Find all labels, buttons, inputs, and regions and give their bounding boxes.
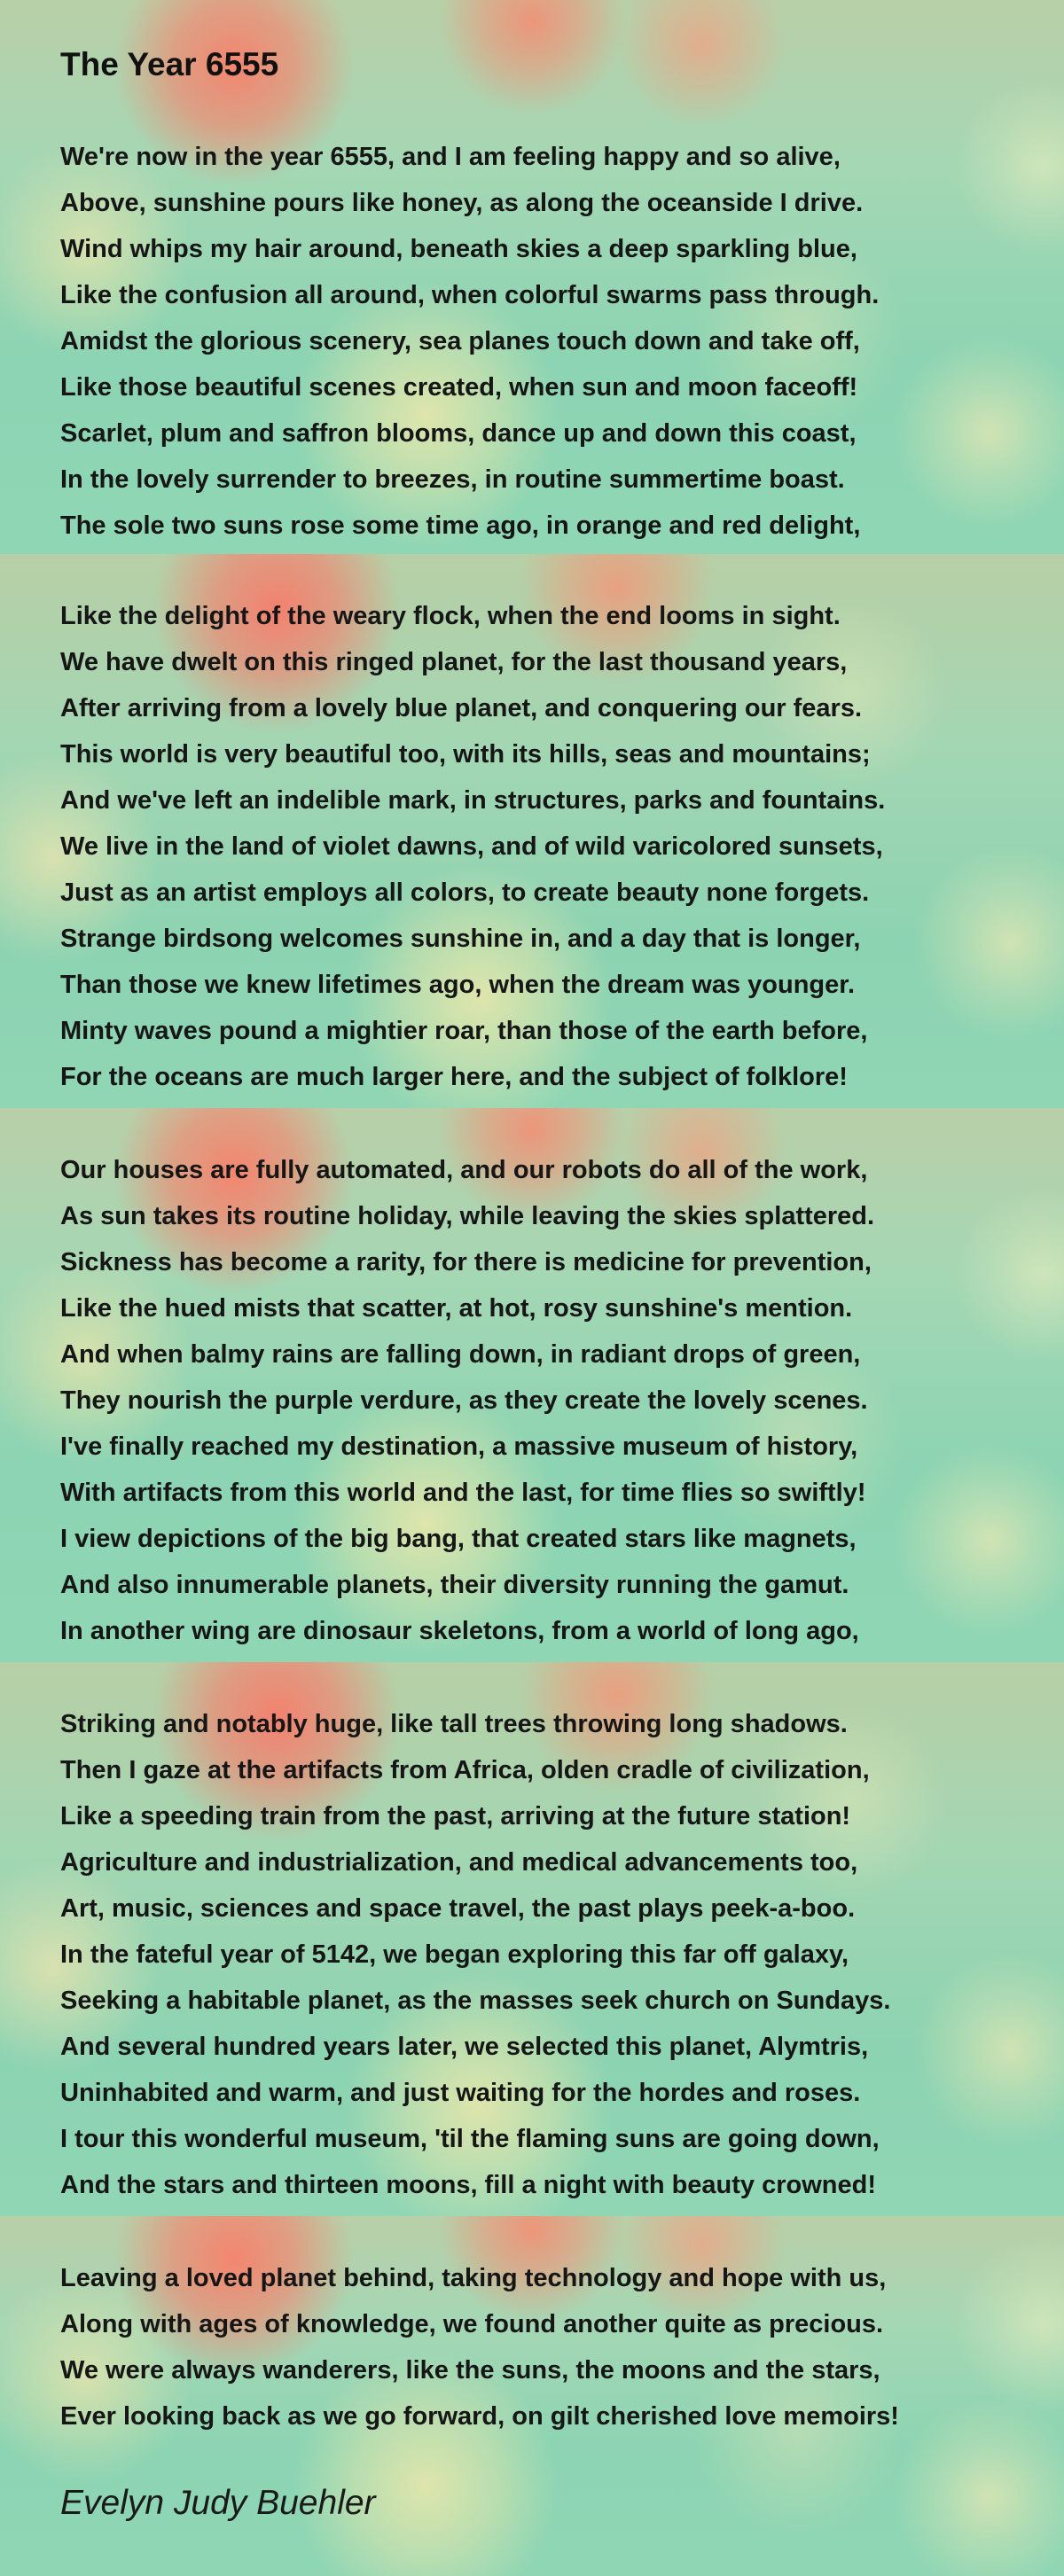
poem-line: We're now in the year 6555, and I am feeling happy and so alive, bbox=[60, 143, 841, 171]
stanza-5 bbox=[60, 2255, 899, 2439]
poem-line: Then I gaze at the artifacts from Africa, olden cradle of civilization, bbox=[60, 1756, 870, 1784]
poem-line: In the fateful year of 5142, we began exploring this far off galaxy, bbox=[60, 1940, 849, 1969]
poem-line: Like the delight of the weary flock, when the end looms in sight. bbox=[60, 602, 841, 630]
poem-line: And also innumerable planets, their diversity running the gamut. bbox=[60, 1571, 849, 1599]
poem-line: With artifacts from this world and the last, for time flies so swiftly! bbox=[60, 1479, 866, 1507]
poem-line: Along with ages of knowledge, we found another quite as precious. bbox=[60, 2310, 884, 2338]
poem-line: After arriving from a lovely blue planet, and conquering our fears. bbox=[60, 694, 863, 722]
poem-panel-2 bbox=[0, 554, 1064, 1108]
poem-line: Seeking a habitable planet, as the masses seek church on Sundays. bbox=[60, 1987, 891, 2015]
poem-panel-3 bbox=[0, 1108, 1064, 1662]
poem-line: We were always wanderers, like the suns, the moons and the stars, bbox=[60, 2356, 880, 2385]
poem-line: Scarlet, plum and saffron blooms, dance up and down this coast, bbox=[60, 419, 857, 448]
poem-line: Ever looking back as we go forward, on gilt cherished love memoirs! bbox=[60, 2402, 899, 2431]
poem-panel-1 bbox=[0, 0, 1064, 554]
poem-line: I view depictions of the big bang, that created stars like magnets, bbox=[60, 1525, 857, 1553]
poem-line: Just as an artist employs all colors, to create beauty none forgets. bbox=[60, 878, 870, 907]
poem-line: Uninhabited and warm, and just waiting for the hordes and roses. bbox=[60, 2079, 861, 2107]
poem-panel-4 bbox=[0, 1662, 1064, 2216]
poem-line: Agriculture and industrialization, and medical advancements too, bbox=[60, 1848, 858, 1877]
poem-line: Like a speeding train from the past, arriving at the future station! bbox=[60, 1802, 851, 1831]
poem-line: And we've left an indelible mark, in structures, parks and fountains. bbox=[60, 786, 886, 815]
stanza-3 bbox=[60, 1147, 874, 1654]
stanza-2 bbox=[60, 593, 885, 1100]
poem-line: They nourish the purple verdure, as they create the lovely scenes. bbox=[60, 1386, 868, 1415]
poem-line: Like the confusion all around, when colorful swarms pass through. bbox=[60, 281, 880, 309]
poem-line: And when balmy rains are falling down, in radiant drops of green, bbox=[60, 1340, 861, 1369]
poem-line: We live in the land of violet dawns, and of wild varicolored sunsets, bbox=[60, 832, 883, 861]
poem-line: And several hundred years later, we selected this planet, Alymtris, bbox=[60, 2033, 869, 2061]
poem-line: In another wing are dinosaur skeletons, from a world of long ago, bbox=[60, 1617, 859, 1645]
poem-line: The sole two suns rose some time ago, in orange and red delight, bbox=[60, 511, 861, 540]
stanza-4 bbox=[60, 1701, 890, 2208]
poem-line: In the lovely surrender to breezes, in routine summertime boast. bbox=[60, 465, 845, 494]
poem-line: And the stars and thirteen moons, fill a night with beauty crowned! bbox=[60, 2171, 877, 2199]
poem-title: The Year 6555 bbox=[60, 46, 279, 82]
poem-line: Striking and notably huge, like tall trees throwing long shadows. bbox=[60, 1710, 848, 1738]
poem-line: This world is very beautiful too, with its hills, seas and mountains; bbox=[60, 740, 871, 769]
poem-line: Our houses are fully automated, and our robots do all of the work, bbox=[60, 1156, 868, 1184]
poem-panel-5 bbox=[0, 2216, 1064, 2576]
poem-line: I tour this wonderful museum, 'til the flaming suns are going down, bbox=[60, 2125, 880, 2153]
poem-line: Wind whips my hair around, beneath skies a deep sparkling blue, bbox=[60, 235, 857, 263]
poem-line: Like the hued mists that scatter, at hot, rosy sunshine's mention. bbox=[60, 1294, 853, 1323]
poem-author: Evelyn Judy Buehler bbox=[60, 2484, 376, 2522]
poem-line: I've finally reached my destination, a massive museum of history, bbox=[60, 1432, 858, 1461]
stanza-1 bbox=[60, 134, 879, 549]
poem-line: Above, sunshine pours like honey, as along the oceanside I drive. bbox=[60, 189, 864, 217]
poem-line: We have dwelt on this ringed planet, for the last thousand years, bbox=[60, 648, 848, 676]
poem-line: For the oceans are much larger here, and the subject of folklore! bbox=[60, 1063, 848, 1091]
poem-line: Sickness has become a rarity, for there is medicine for prevention, bbox=[60, 1248, 872, 1276]
poem-line: Like those beautiful scenes created, when sun and moon faceoff! bbox=[60, 373, 858, 402]
poem-line: As sun takes its routine holiday, while leaving the skies splattered. bbox=[60, 1202, 875, 1230]
poem-line: Art, music, sciences and space travel, the past plays peek-a-boo. bbox=[60, 1894, 856, 1923]
poem-line: Minty waves pound a mightier roar, than those of the earth before, bbox=[60, 1017, 868, 1045]
poem-line: Leaving a loved planet behind, taking technology and hope with us, bbox=[60, 2264, 887, 2292]
poem-line: Than those we knew lifetimes ago, when the dream was younger. bbox=[60, 971, 855, 999]
poem-line: Amidst the glorious scenery, sea planes touch down and take off, bbox=[60, 327, 860, 355]
poem-line: Strange birdsong welcomes sunshine in, and a day that is longer, bbox=[60, 925, 861, 953]
